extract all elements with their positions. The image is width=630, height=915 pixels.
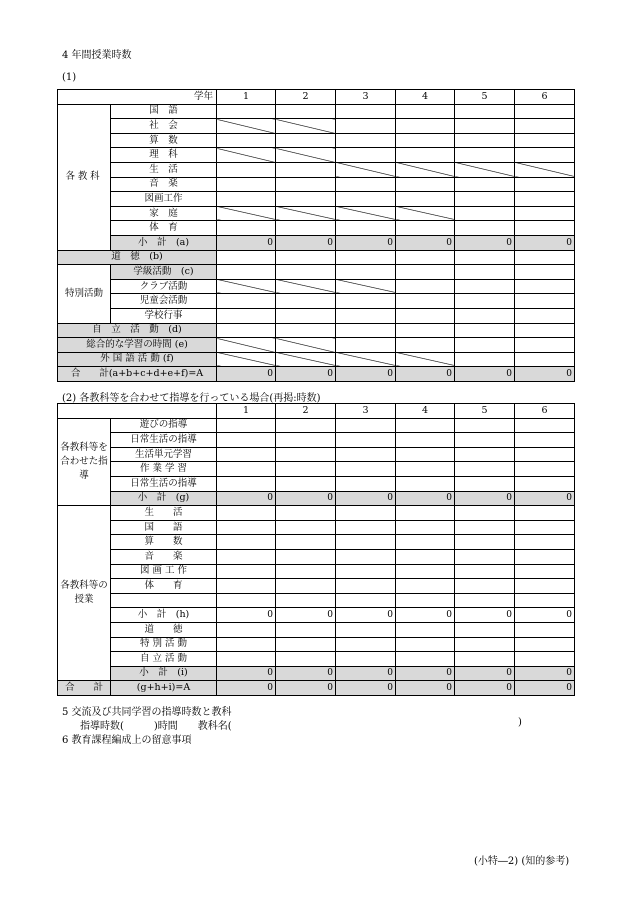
t2-total-1: 0 (217, 681, 276, 696)
total-A-row (58, 367, 575, 382)
t2-grade-6: 6 (515, 404, 575, 419)
t2-grade-1: 1 (217, 404, 276, 419)
subtotal-i-2: 0 (276, 666, 336, 681)
grade-1: 1 (217, 90, 276, 105)
lesson-ongaku: 音 楽 (111, 549, 217, 564)
annual-hours-table (57, 89, 575, 382)
total-A-6: 0 (515, 367, 575, 382)
subtotal-h-2: 0 (276, 608, 336, 623)
t2-total-5: 0 (455, 681, 515, 696)
section-5-title: 5 交流及び共同学習の指導時数と教科 (62, 707, 232, 718)
subject-row-katei (58, 206, 575, 221)
combined-nichijo-1: 日常生活の指導 (111, 433, 217, 448)
special-row-club (58, 279, 575, 294)
lesson-taiiku: 体 育 (111, 579, 217, 594)
subtotal-g-5: 0 (455, 491, 515, 506)
subject-row-kokugo (58, 104, 575, 119)
subject-row-taiiku (58, 221, 575, 236)
subject-row-sansu (58, 133, 575, 148)
subject-row-rika (58, 148, 575, 163)
combined-group-label: 各教科等を合わせた指導 (58, 418, 111, 506)
grade-2: 2 (276, 90, 336, 105)
other-row-doutoku (58, 622, 575, 637)
other-jiritsu: 自 立 活 動 (111, 652, 217, 667)
lesson-blank (111, 593, 217, 608)
subtotal-a-3: 0 (336, 235, 396, 250)
subtotal-g-1: 0 (217, 491, 276, 506)
combined-instruction-table (57, 403, 575, 696)
subject-seikatsu: 生 活 (111, 162, 217, 177)
t2-total-formula: (g+h+i)=A (111, 681, 217, 696)
combined-row-nichijo-1 (58, 433, 575, 448)
table-1-label: (1) (62, 72, 77, 83)
subtotal-i-4: 0 (396, 666, 455, 681)
subtotal-a-5: 0 (455, 235, 515, 250)
combined-asobi: 遊びの指導 (111, 418, 217, 433)
subject-row-ongaku (58, 177, 575, 192)
special-row-council (58, 294, 575, 309)
subtotal-a-1: 0 (217, 235, 276, 250)
other-row-jiritsu (58, 652, 575, 667)
lesson-seikatsu: 生 活 (111, 506, 217, 521)
subtotal-h-4: 0 (396, 608, 455, 623)
section-5-hours-line: 指導時数( )時間 教科名( (80, 721, 232, 732)
page-footer: (小特―2) (知的参考) (474, 856, 570, 867)
total-A-4: 0 (396, 367, 455, 382)
subject-row-seikatsu (58, 162, 575, 177)
total-A-label: 合 計(a+b+c+d+e+f)=A (58, 367, 217, 382)
combined-nichijo-2: 日常生活の指導 (111, 476, 217, 491)
subject-lesson-row-ongaku (58, 549, 575, 564)
total-A-5: 0 (455, 367, 515, 382)
t2-grade-5: 5 (455, 404, 515, 419)
combined-row-asobi (58, 418, 575, 433)
subtotal-i-5: 0 (455, 666, 515, 681)
subtotal-g-label: 小 計 (g) (111, 491, 217, 506)
subtotal-i-3: 0 (336, 666, 396, 681)
subtotal-h-1: 0 (217, 608, 276, 623)
sougou-e-row (58, 338, 575, 353)
section-5-close-paren: ) (518, 717, 522, 728)
combined-row-tangen (58, 447, 575, 462)
subtotal-h-row (58, 608, 575, 623)
moral-b-label: 道 徳 (b) (58, 250, 217, 265)
subtotal-h-label: 小 計 (h) (111, 608, 217, 623)
subtotal-a-label: 小 計 (a) (111, 235, 217, 250)
combined-row-nichijo-2 (58, 476, 575, 491)
subject-lesson-row-zuga (58, 564, 575, 579)
grade-6: 6 (515, 90, 575, 105)
subject-lesson-row-seikatsu (58, 506, 575, 521)
section-6-title: 6 教育課程編成上の留意事項 (62, 735, 192, 746)
special-class-activity: 学級活動 (c) (111, 265, 217, 280)
subject-katei: 家 庭 (111, 206, 217, 221)
sougou-e-label: 総合的な学習の時間 (e) (58, 338, 217, 353)
subject-lesson-row-blank (58, 593, 575, 608)
subject-kokugo: 国 語 (111, 104, 217, 119)
other-tokubetsu: 特 別 活 動 (111, 637, 217, 652)
subtotal-g-2: 0 (276, 491, 336, 506)
combined-row-sagyo (58, 462, 575, 477)
subject-sansu: 算 数 (111, 133, 217, 148)
t2-total-3: 0 (336, 681, 396, 696)
subject-lesson-row-kokugo (58, 520, 575, 535)
moral-b-row (58, 250, 575, 265)
t2-grade-2: 2 (276, 404, 336, 419)
lesson-sansu: 算 数 (111, 535, 217, 550)
t2-total-4: 0 (396, 681, 455, 696)
total-A-2: 0 (276, 367, 336, 382)
t2-total-label: 合 計 (58, 681, 111, 696)
subject-taiiku: 体 育 (111, 221, 217, 236)
subject-lesson-row-taiiku (58, 579, 575, 594)
jiritsu-d-label: 自 立 活 動 (d) (58, 323, 217, 338)
subtotal-h-6: 0 (515, 608, 575, 623)
subtotal-a-2: 0 (276, 235, 336, 250)
subject-zuga: 図画工作 (111, 192, 217, 207)
subtotal-h-5: 0 (455, 608, 515, 623)
subjects-group-label: 各教科 (58, 104, 111, 250)
t2-grade-3: 3 (336, 404, 396, 419)
gaikoku-f-row (58, 352, 575, 367)
lesson-zuga: 図 画 工 作 (111, 564, 217, 579)
jiritsu-d-row (58, 323, 575, 338)
header-row (58, 90, 575, 105)
special-row-events (58, 308, 575, 323)
special-school-events: 学校行事 (111, 308, 217, 323)
grade-4: 4 (396, 90, 455, 105)
subtotal-a-6: 0 (515, 235, 575, 250)
subject-ongaku: 音 楽 (111, 177, 217, 192)
t2-total-6: 0 (515, 681, 575, 696)
subtotal-g-6: 0 (515, 491, 575, 506)
subtotal-g-row (58, 491, 575, 506)
total-A-1: 0 (217, 367, 276, 382)
grade-3: 3 (336, 90, 396, 105)
section-4-title: 4 年間授業時数 (62, 50, 132, 61)
subject-lesson-group-label: 各教科等の授業 (58, 506, 111, 681)
subtotal-i-label: 小 計 (i) (111, 666, 217, 681)
combined-sagyo: 作 業 学 習 (111, 462, 217, 477)
subtotal-i-1: 0 (217, 666, 276, 681)
special-club-activity: クラブ活動 (111, 279, 217, 294)
subject-shakai: 社 会 (111, 119, 217, 134)
t2-grade-4: 4 (396, 404, 455, 419)
other-row-tokubetsu (58, 637, 575, 652)
special-group-label: 特別活動 (58, 265, 111, 323)
subject-lesson-row-sansu (58, 535, 575, 550)
special-council-activity: 児童会活動 (111, 294, 217, 309)
subtotal-i-row (58, 666, 575, 681)
subject-row-zuga (58, 192, 575, 207)
special-row-class (58, 265, 575, 280)
total-A-3: 0 (336, 367, 396, 382)
subject-rika: 理 科 (111, 148, 217, 163)
gaikoku-f-label: 外 国 語 活 動 (f) (58, 352, 217, 367)
other-doutoku: 道 徳 (111, 622, 217, 637)
grade-5: 5 (455, 90, 515, 105)
t2-total-row (58, 681, 575, 696)
t2-header-row (58, 404, 575, 419)
subject-row-shakai (58, 119, 575, 134)
subtotal-h-3: 0 (336, 608, 396, 623)
subtotal-i-6: 0 (515, 666, 575, 681)
subtotal-g-4: 0 (396, 491, 455, 506)
t2-total-2: 0 (276, 681, 336, 696)
combined-tangen: 生活単元学習 (111, 447, 217, 462)
subtotal-a-4: 0 (396, 235, 455, 250)
lesson-kokugo: 国 語 (111, 520, 217, 535)
subtotal-a-row (58, 235, 575, 250)
grade-header: 学年 (58, 90, 217, 105)
table-2-label: (2) 各教科等を合わせて指導を行っている場合(再掲:時数) (62, 393, 321, 404)
subtotal-g-3: 0 (336, 491, 396, 506)
